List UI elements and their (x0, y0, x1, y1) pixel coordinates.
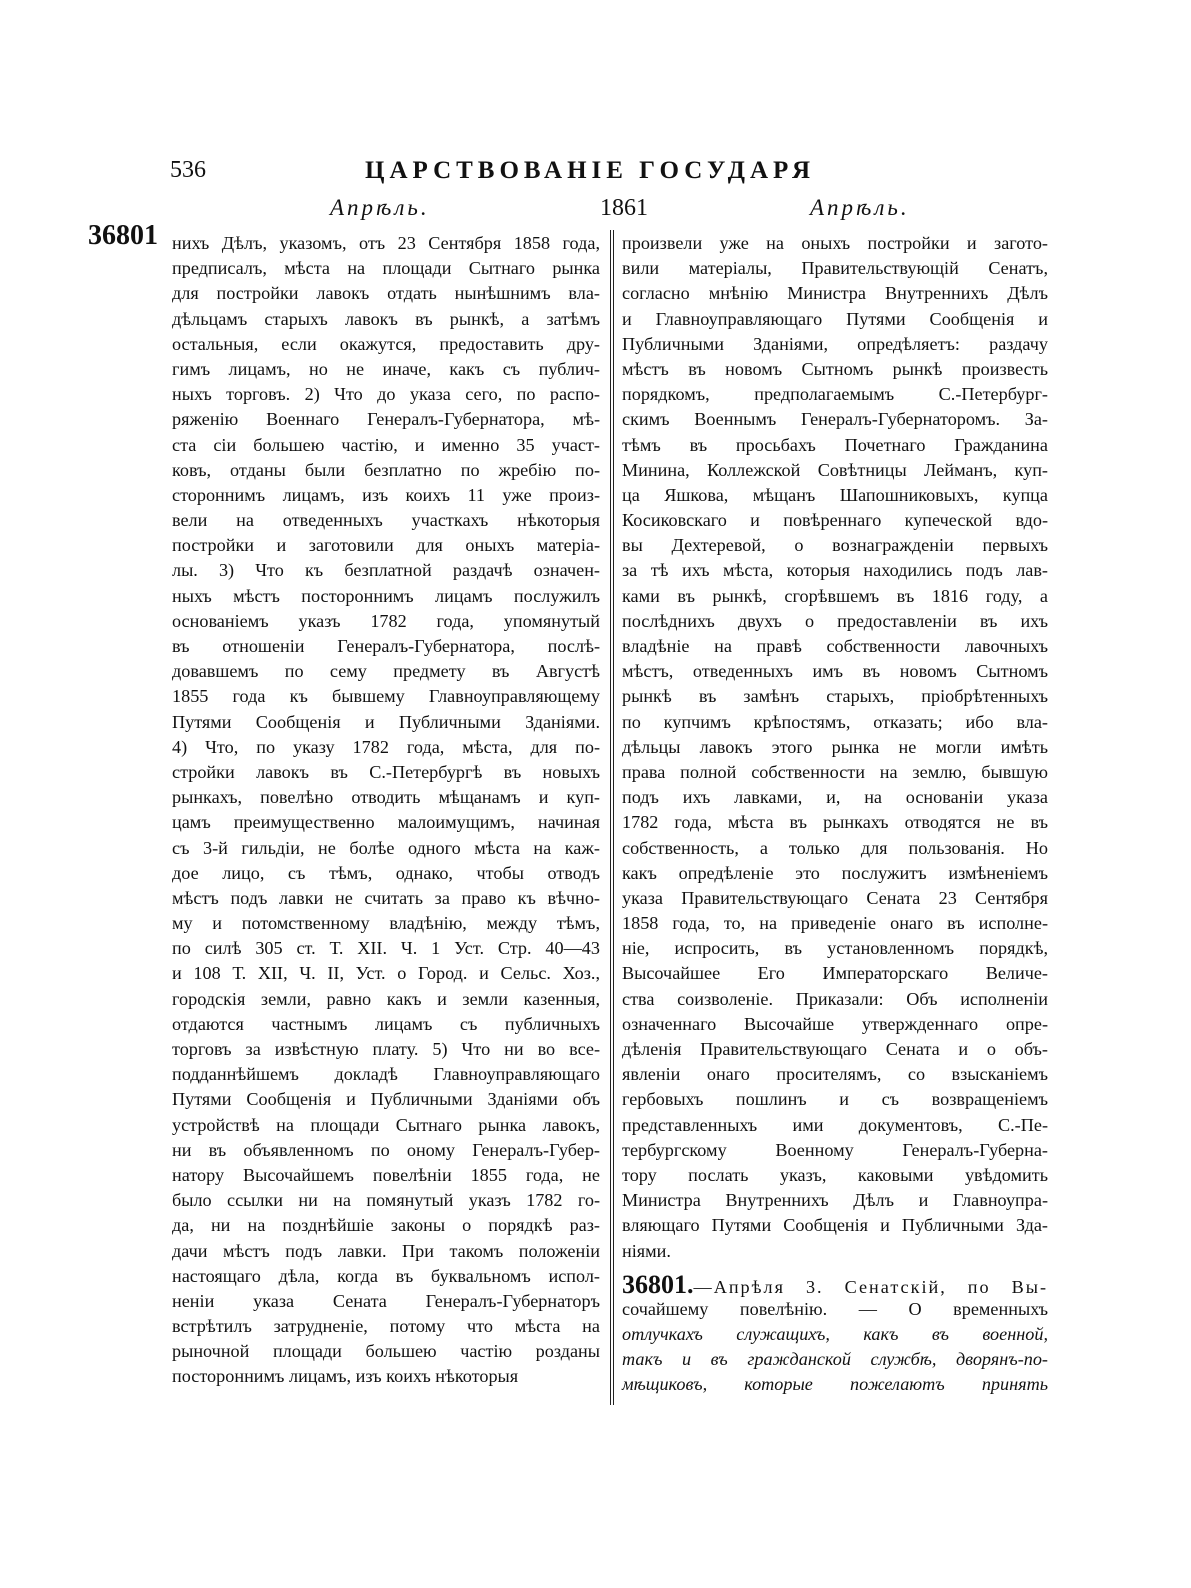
text-line: права полной собственности на землю, бывшую (622, 761, 1048, 782)
text-line: вели на отведенныхъ участкахъ нѣкоторыя (172, 510, 600, 531)
text-line: встрѣтилъ затрудненіе, потому что мѣста на (172, 1316, 600, 1337)
text-line: вляющаго Путями Сообщенія и Публичными Зда- (622, 1215, 1048, 1236)
text-line: Высочайшее Его Императорскаго Величе- (622, 963, 1048, 984)
column-divider (610, 230, 611, 1405)
text-line: 1782 года, мѣста въ рынкахъ отводятся не въ (622, 812, 1048, 833)
text-line: собственность, а только для пользованія. Но (622, 837, 1048, 858)
text-line: порядкомъ, предполагаемымъ С.-Петербург- (622, 384, 1048, 405)
text-line: основаніемъ указъ 1782 года, упомянутый (172, 610, 600, 631)
text-line: тору послать указъ, каковыми увѣдомить (622, 1164, 1048, 1185)
text-line: мѣстъ, отведенныхъ имъ въ новомъ Сытномъ (622, 661, 1048, 682)
date-header (170, 195, 1070, 231)
text-line: лы. 3) Что къ безплатной раздачѣ означен- (172, 560, 600, 581)
new-entry-number: 36801. (622, 1269, 694, 1299)
text-line: Публичными Зданіями, опредѣляетъ: раздачу (622, 333, 1048, 354)
text-line: 4) Что, по указу 1782 года, мѣста, для по- (172, 736, 600, 757)
text-line: стройки лавокъ въ С.-Петербургѣ въ новыхъ (172, 761, 600, 782)
text-line: означеннаго Высочайше утвержденнаго опре- (622, 1013, 1048, 1034)
text-line: натору Высочайшемъ повелѣніи 1855 года, не (172, 1164, 600, 1185)
text-line: согласно мнѣнію Министра Внутреннихъ Дѣлъ (622, 283, 1048, 304)
text-line: дое лицо, съ тѣмъ, однако, чтобы отводъ (172, 862, 600, 883)
text-line: ковъ, отданы были безплатно по жребію по- (172, 459, 600, 480)
text-line: отдаются частнымъ лицамъ съ публичныхъ (172, 1013, 600, 1034)
text-line: вы Дехтеревой, о вознагражденіи первыхъ (622, 535, 1048, 556)
column-divider-inner (613, 230, 614, 1405)
text-line: Путями Сообщенія и Публичными Зданіями объ (172, 1089, 600, 1110)
text-line: гимъ лицамъ, но не иначе, какъ съ публич- (172, 358, 600, 379)
text-line: Косиковскаго и повѣреннаго купеческой вдо- (622, 510, 1048, 531)
text-line: устройствѣ на площади Сытнаго рынка лавокъ, (172, 1114, 600, 1135)
text-line: неніи указа Сената Генералъ-Губернаторъ (172, 1290, 600, 1311)
page-number: 536 (170, 157, 206, 183)
text-line: вили матеріалы, Правительствующій Сенатъ, (622, 258, 1048, 279)
text-line: ніе, испросить, въ установленномъ порядкѣ, (622, 938, 1048, 959)
text-line: рыночной площади большею частію розданы (172, 1341, 600, 1362)
margin-entry-number: 36801 (88, 220, 158, 251)
text-line: рынкахъ, повелѣно отводить мѣщанамъ и куп- (172, 787, 600, 808)
text-line: и 108 Т. XII, Ч. II, Уст. о Город. и Сельс. Хоз., (172, 963, 600, 984)
text-line: довавшемъ по сему предмету въ Августѣ (172, 661, 600, 682)
text-line: настоящаго дѣла, когда въ буквальномъ испол- (172, 1265, 600, 1286)
text-line: по силѣ 305 ст. Т. XII. Ч. 1 Уст. Стр. 40—43 (172, 938, 600, 959)
text-line: нихъ Дѣлъ, указомъ, отъ 23 Сентября 1858 года, (172, 233, 600, 253)
text-line: явленіи онаго просителямъ, со взысканіемъ (622, 1064, 1048, 1085)
text-line: му и потомственному владѣнію, между тѣмъ, (172, 913, 600, 934)
left-column (172, 231, 600, 1390)
text-line: цамъ преимущественно малоимущимъ, начиная (172, 812, 600, 833)
text-line: ца Яшкова, мѣщанъ Шапошниковыхъ, купца (622, 484, 1048, 505)
text-line: послѣднихъ двухъ о предоставленіи въ ихъ (622, 610, 1048, 631)
text-line: Министра Внутреннихъ Дѣлъ и Главноупра- (622, 1190, 1048, 1211)
text-line: стороннимъ лицамъ, изъ коихъ 11 уже произ- (172, 484, 600, 505)
text-line: мѣстъ въ новомъ Сытномъ рынкѣ произвесть (622, 358, 1048, 379)
new-entry-heading (622, 1269, 1048, 1299)
text-line: постороннимъ лицамъ, изъ коихъ нѣкоторыя (172, 1366, 519, 1387)
text-line: какъ опредѣленіе это послужитъ измѣненіемъ (622, 862, 1048, 883)
month-right: Апрѣль. (810, 195, 910, 220)
text-line: по купчимъ крѣпостямъ, отказать; ибо вла- (622, 711, 1048, 732)
text-line: и Главноуправляющаго Путями Сообщенія и (622, 308, 1048, 329)
text-line: подъ ихъ лавками, и, на основаніи указа (622, 787, 1048, 808)
text-line: ста сіи большею частію, и именно 35 участ- (172, 434, 600, 455)
text-line: предписалъ, мѣста на площади Сытнаго рынка (172, 258, 600, 279)
new-entry-text-line: мѣщиковъ, которые пожелаютъ принять (622, 1374, 1048, 1395)
text-line: ства соизволеніе. Приказали: Объ исполненіи (622, 988, 1048, 1009)
text-line: указа Правительствующаго Сената 23 Сентября (622, 887, 1048, 908)
new-entry-text-line: сочайшему повелѣнію. — О временныхъ (622, 1298, 1048, 1319)
month-left: Апрѣль. (330, 195, 430, 220)
right-column (622, 231, 1048, 1398)
text-line: дѣльцамъ старыхъ лавокъ въ рынкѣ, а затѣмъ (172, 308, 600, 329)
text-line: остальныя, если окажутся, предоставить дру- (172, 333, 600, 354)
text-line: представленныхъ ими документовъ, С.-Пе- (622, 1114, 1048, 1135)
new-entry-text-line: отлучкахъ служащихъ, какъ въ военной, (622, 1324, 1048, 1345)
text-line: постройки и заготовили для оныхъ матеріа- (172, 535, 600, 556)
text-line: рынкѣ въ замѣнъ старыхъ, пріобрѣтенныхъ (622, 686, 1048, 707)
text-line: владѣніе на правѣ собственности лавочныхъ (622, 636, 1048, 656)
text-line: мѣстъ подъ лавки не считать за право къ вѣчно- (172, 887, 600, 908)
new-entry-text-line: такъ и въ гражданской службѣ, дворянъ-по- (622, 1349, 1048, 1370)
year: 1861 (600, 195, 648, 221)
text-line: было ссылки ни на помянутый указъ 1782 го- (172, 1190, 600, 1211)
running-header (170, 157, 1070, 197)
text-line: ныхъ мѣстъ постороннимъ лицамъ послужилъ (172, 585, 600, 606)
text-line: тѣмъ въ просьбахъ Почетнаго Гражданина (622, 434, 1048, 455)
text-line: 1858 года, то, на приведеніе онаго въ исполне- (622, 913, 1048, 934)
text-line: городскія земли, равно какъ и земли казенныя, (172, 988, 600, 1009)
text-line: съ 3-й гильдіи, не болѣе одного мѣста на каж- (172, 837, 600, 858)
text-line: дѣльцы лавокъ этого рынка не могли имѣть (622, 736, 1048, 757)
text-line: да, ни на позднѣйшіе законы о порядкѣ раз- (172, 1215, 600, 1236)
text-line: 1855 года къ бывшему Главноуправляющему (172, 686, 600, 707)
text-line: гербовыхъ пошлинъ и съ возвращеніемъ (622, 1089, 1048, 1110)
text-line: произвели уже на оныхъ постройки и загото- (622, 233, 1048, 253)
text-line: дачи мѣстъ подъ лавки. При такомъ положеніи (172, 1240, 600, 1261)
text-line: ками въ рынкѣ, сгорѣвшемъ въ 1816 году, а (622, 585, 1048, 606)
text-line: ніями. (622, 1240, 671, 1261)
text-line: тербургскому Военному Генералъ-Губерна- (622, 1139, 1048, 1160)
text-line: ныхъ торговъ. 2) Что до указа сего, по распо- (172, 384, 600, 405)
text-line: для постройки лавокъ отдать нынѣшнимъ вла- (172, 283, 600, 304)
text-line: ряженію Военнаго Генералъ-Губернатора, мѣ- (172, 409, 600, 430)
text-line: дѣленія Правительствующаго Сената и о объ- (622, 1039, 1048, 1059)
text-line: торговъ за извѣстную плату. 5) Что ни во все- (172, 1039, 600, 1059)
text-line: Минина, Коллежской Совѣтницы Лейманъ, куп- (622, 459, 1048, 480)
text-line: Путями Сообщенія и Публичными Зданіями. (172, 711, 600, 732)
text-line: въ отношеніи Генералъ-Губернатора, послѣ- (172, 636, 600, 656)
new-entry-intro: —Апрѣля 3. Сенатскій, по Вы- (693, 1276, 1048, 1297)
text-line: подданнѣйшемъ докладѣ Главноуправляющаго (172, 1064, 600, 1085)
running-title: ЦАРСТВОВАНІЕ ГОСУДАРЯ (365, 157, 816, 184)
text-line: за тѣ ихъ мѣста, которыя находились подъ лав- (622, 560, 1048, 581)
text-line: ни въ объявленномъ по оному Генералъ-Губер- (172, 1139, 600, 1160)
text-line: скимъ Военнымъ Генералъ-Губернаторомъ. За- (622, 409, 1048, 430)
